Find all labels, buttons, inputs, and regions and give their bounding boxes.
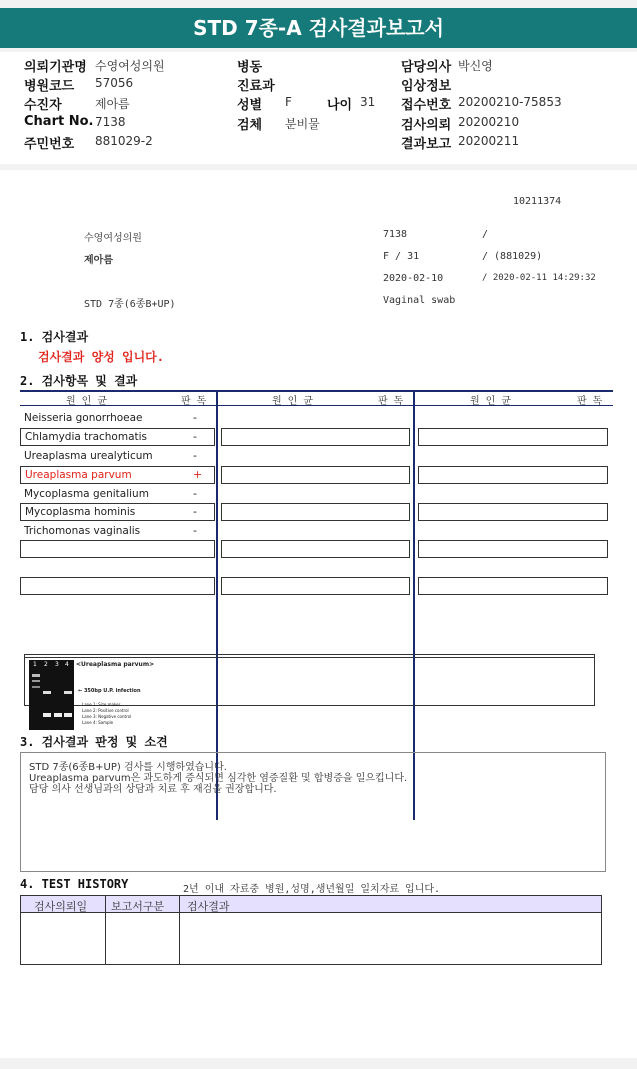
remark-line-2: Ureaplasma parvum은 과도하게 증식되면 심각한 염증질환 및 합병증을 일으킵니다.: [29, 773, 408, 784]
patient-value: 제아름: [95, 97, 130, 111]
history-table: [20, 895, 602, 965]
ward-label: 병동: [237, 60, 263, 75]
col-organism-2: 원 인 균: [272, 396, 314, 407]
sex-label: 성별: [237, 98, 263, 113]
clinical-info-label: 임상정보: [401, 79, 452, 94]
section1-heading: 1. 검사결과: [20, 330, 89, 344]
chart-no-value: 7138: [95, 115, 126, 129]
organism-result: -: [193, 505, 197, 518]
doctor-value: 박신영: [458, 59, 493, 73]
patient-label: 수진자: [24, 98, 62, 113]
dept-label: 진료과: [237, 79, 275, 94]
chart-no-label: Chart No.: [24, 114, 94, 129]
report-paper: [0, 170, 637, 1058]
section4-heading: 4. TEST HISTORY: [20, 877, 129, 891]
col-judgement-3: 판 독: [577, 396, 603, 407]
organism-name: Trichomonas vaginalis: [24, 525, 141, 537]
organism-result: -: [193, 411, 197, 424]
institution-label: 의뢰기관명: [24, 60, 87, 75]
row-box: [221, 428, 410, 446]
organism-name: Neisseria gonorrhoeae: [24, 412, 143, 424]
report-date-value: 20200211: [458, 134, 520, 148]
paper-slash: /: [482, 229, 489, 240]
organism-result: -: [193, 524, 197, 537]
gel-image-rule: [24, 657, 595, 658]
col-judgement-1: 판 독: [181, 396, 207, 407]
history-col-result: 검사결과: [187, 900, 230, 913]
organism-result: -: [193, 487, 197, 500]
history-col-report-type: 보고서구분: [111, 900, 165, 913]
receipt-no-label: 접수번호: [401, 98, 452, 113]
paper-request-date: 2020-02-10: [383, 273, 444, 284]
row-box: [418, 577, 608, 595]
paper-report-datetime: / 2020-02-11 14:29:32: [482, 273, 596, 283]
doctor-label: 담당의사: [401, 60, 452, 75]
request-date-label: 검사의뢰: [401, 118, 452, 133]
gel-lane-1: 1: [33, 661, 37, 668]
organism-name: Mycoplasma genitalium: [24, 488, 149, 500]
gel-legend-3: Lane 3: Negative control: [82, 714, 132, 719]
row-box: [221, 503, 410, 521]
organism-result: -: [193, 430, 197, 443]
age-value: 31: [360, 95, 376, 109]
organism-result: -: [193, 449, 197, 462]
request-date-value: 20200210: [458, 115, 520, 129]
organism-name: Chlamydia trachomatis: [25, 431, 148, 443]
paper-test-name: STD 7종(6종B+UP): [84, 299, 176, 310]
gel-legend-1: Lane 1: Size maker: [82, 702, 121, 707]
paper-institution: 수영여성의원: [84, 233, 142, 244]
receipt-no-value: 20200210-75853: [458, 95, 562, 109]
paper-sex-age: F / 31: [383, 251, 420, 262]
paper-specimen: Vaginal swab: [383, 295, 456, 306]
gel-electrophoresis-image: [29, 660, 74, 730]
paper-chart-no: 7138: [383, 229, 408, 240]
report-title: STD 7종-A 검사결과보고서: [0, 8, 637, 48]
section1-result: 검사결과 양성 입니다.: [38, 350, 165, 364]
age-label: 나이: [327, 98, 353, 113]
paper-patient: 제아름: [84, 255, 113, 266]
history-note: 2년 이내 자료중 병원,성명,생년월일 일치자료 입니다.: [183, 884, 441, 895]
institution-value: 수영여성의원: [95, 59, 165, 73]
row-box: [418, 428, 608, 446]
gel-band-label: ← 350bp U.P. infection: [78, 688, 141, 694]
gel-lane-4: 4: [65, 661, 69, 668]
row-box: [20, 540, 215, 558]
gel-title: <Ureaplasma parvum>: [76, 661, 155, 668]
organism-name-positive: Ureaplasma parvum: [25, 469, 132, 481]
col-organism-3: 원 인 균: [470, 396, 512, 407]
row-box: [418, 540, 608, 558]
remark-line-3: 담당 의사 선생님과의 상담과 치료 후 재검을 권장합니다.: [29, 784, 277, 795]
row-box: [418, 466, 608, 484]
gel-lane-2: 2: [44, 661, 48, 668]
section3-heading: 3. 검사결과 판정 및 소견: [20, 735, 168, 749]
hospital-code-label: 병원코드: [24, 79, 75, 94]
specimen-value: 분비물: [285, 117, 320, 131]
row-box: [221, 577, 410, 595]
gel-lane-3: 3: [55, 661, 59, 668]
gel-legend-4: Lane 4: Sample: [82, 720, 114, 725]
report-header: [0, 52, 637, 164]
resident-no-value: 881029-2: [95, 134, 153, 148]
table-top-rule: [20, 390, 613, 392]
section2-heading: 2. 검사항목 및 결과: [20, 374, 138, 388]
row-box: [418, 503, 608, 521]
table-header-rule: [20, 405, 613, 406]
resident-no-label: 주민번호: [24, 137, 75, 152]
report-date-label: 결과보고: [401, 137, 452, 152]
row-box: [221, 540, 410, 558]
report-id: 10211374: [513, 196, 562, 207]
history-col-request-date: 검사의뢰일: [34, 900, 88, 913]
hospital-code-value: 57056: [95, 76, 134, 90]
col-judgement-2: 판 독: [378, 396, 404, 407]
specimen-label: 검체: [237, 118, 263, 133]
row-box: [221, 466, 410, 484]
col-organism-1: 원 인 균: [66, 396, 108, 407]
paper-birth: / (881029): [482, 251, 543, 262]
gel-legend-2: Lane 2: Positive control: [82, 708, 129, 713]
history-table-header: [20, 895, 602, 913]
organism-result-positive: +: [193, 468, 203, 481]
row-box: [20, 577, 215, 595]
organism-name: Ureaplasma urealyticum: [24, 450, 153, 462]
organism-name: Mycoplasma hominis: [25, 506, 136, 518]
sex-value: F: [285, 95, 292, 109]
remark-line-1: STD 7종(6종B+UP) 검사를 시행하였습니다.: [29, 762, 227, 773]
